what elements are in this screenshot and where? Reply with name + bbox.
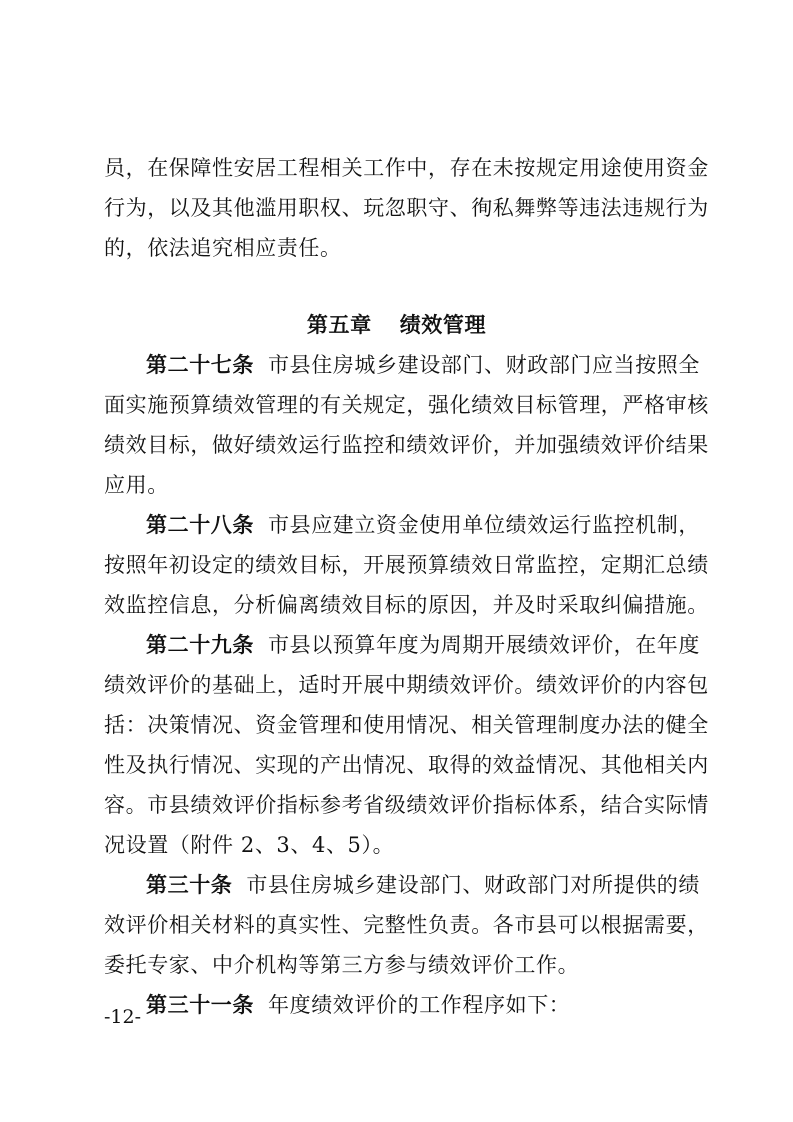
- text-line: 容。市县绩效评价指标参考省级绩效评价指标体系，结合实际情: [104, 793, 709, 817]
- chapter-title: 绩效管理: [399, 313, 487, 337]
- chapter-number: 第五章: [306, 313, 372, 337]
- text-line: 绩效目标，做好绩效运行监控和绩效评价，并加强绩效评价结果: [104, 433, 709, 457]
- text-line: 的，依法追究相应责任。: [104, 236, 342, 260]
- text-line: 况设置（附件 2、3、4、5）。: [104, 833, 395, 857]
- chapter-heading: [0, 311, 793, 339]
- page-number: -12-: [104, 1006, 142, 1028]
- text-line: 员，在保障性安居工程相关工作中，存在未按规定用途使用资金: [104, 156, 709, 180]
- article-text: 年度绩效评价的工作程序如下：: [268, 993, 571, 1017]
- text-line: 性及执行情况、实现的产出情况、取得的效益情况、其他相关内: [104, 753, 709, 777]
- article-first-line: [146, 871, 700, 899]
- text-line: 按照年初设定的绩效目标，开展预算绩效日常监控，定期汇总绩: [104, 553, 709, 577]
- article-text: 市县应建立资金使用单位绩效运行监控机制，: [268, 513, 700, 537]
- article-text: 市县住房城乡建设部门、财政部门对所提供的绩: [246, 873, 701, 897]
- text-line: 效评价相关材料的真实性、完整性负责。各市县可以根据需要，: [104, 913, 709, 937]
- text-line: 委托专家、中介机构等第三方参与绩效评价工作。: [104, 953, 580, 977]
- text-line: 括：决策情况、资金管理和使用情况、相关管理制度办法的健全: [104, 713, 709, 737]
- text-line: 效监控信息，分析偏离绩效目标的原因，并及时采取纠偏措施。: [104, 593, 709, 617]
- article-first-line: [146, 351, 700, 379]
- article-label: 第二十九条: [146, 633, 254, 657]
- article-first-line: [146, 991, 570, 1019]
- article-first-line: [146, 631, 700, 659]
- article-label: 第二十七条: [146, 353, 254, 377]
- article-text: 市县以预算年度为周期开展绩效评价，在年度: [268, 633, 700, 657]
- text-line: 行为，以及其他滥用职权、玩忽职守、徇私舞弊等违法违规行为: [104, 196, 709, 220]
- text-line: 应用。: [104, 473, 169, 497]
- text-line: 面实施预算绩效管理的有关规定，强化绩效目标管理，严格审核: [104, 393, 709, 417]
- article-first-line: [146, 511, 700, 539]
- article-text: 市县住房城乡建设部门、财政部门应当按照全: [268, 353, 700, 377]
- article-label: 第三十一条: [146, 993, 254, 1017]
- text-line: 绩效评价的基础上，适时开展中期绩效评价。绩效评价的内容包: [104, 673, 709, 697]
- article-label: 第三十条: [146, 873, 233, 897]
- article-label: 第二十八条: [146, 513, 254, 537]
